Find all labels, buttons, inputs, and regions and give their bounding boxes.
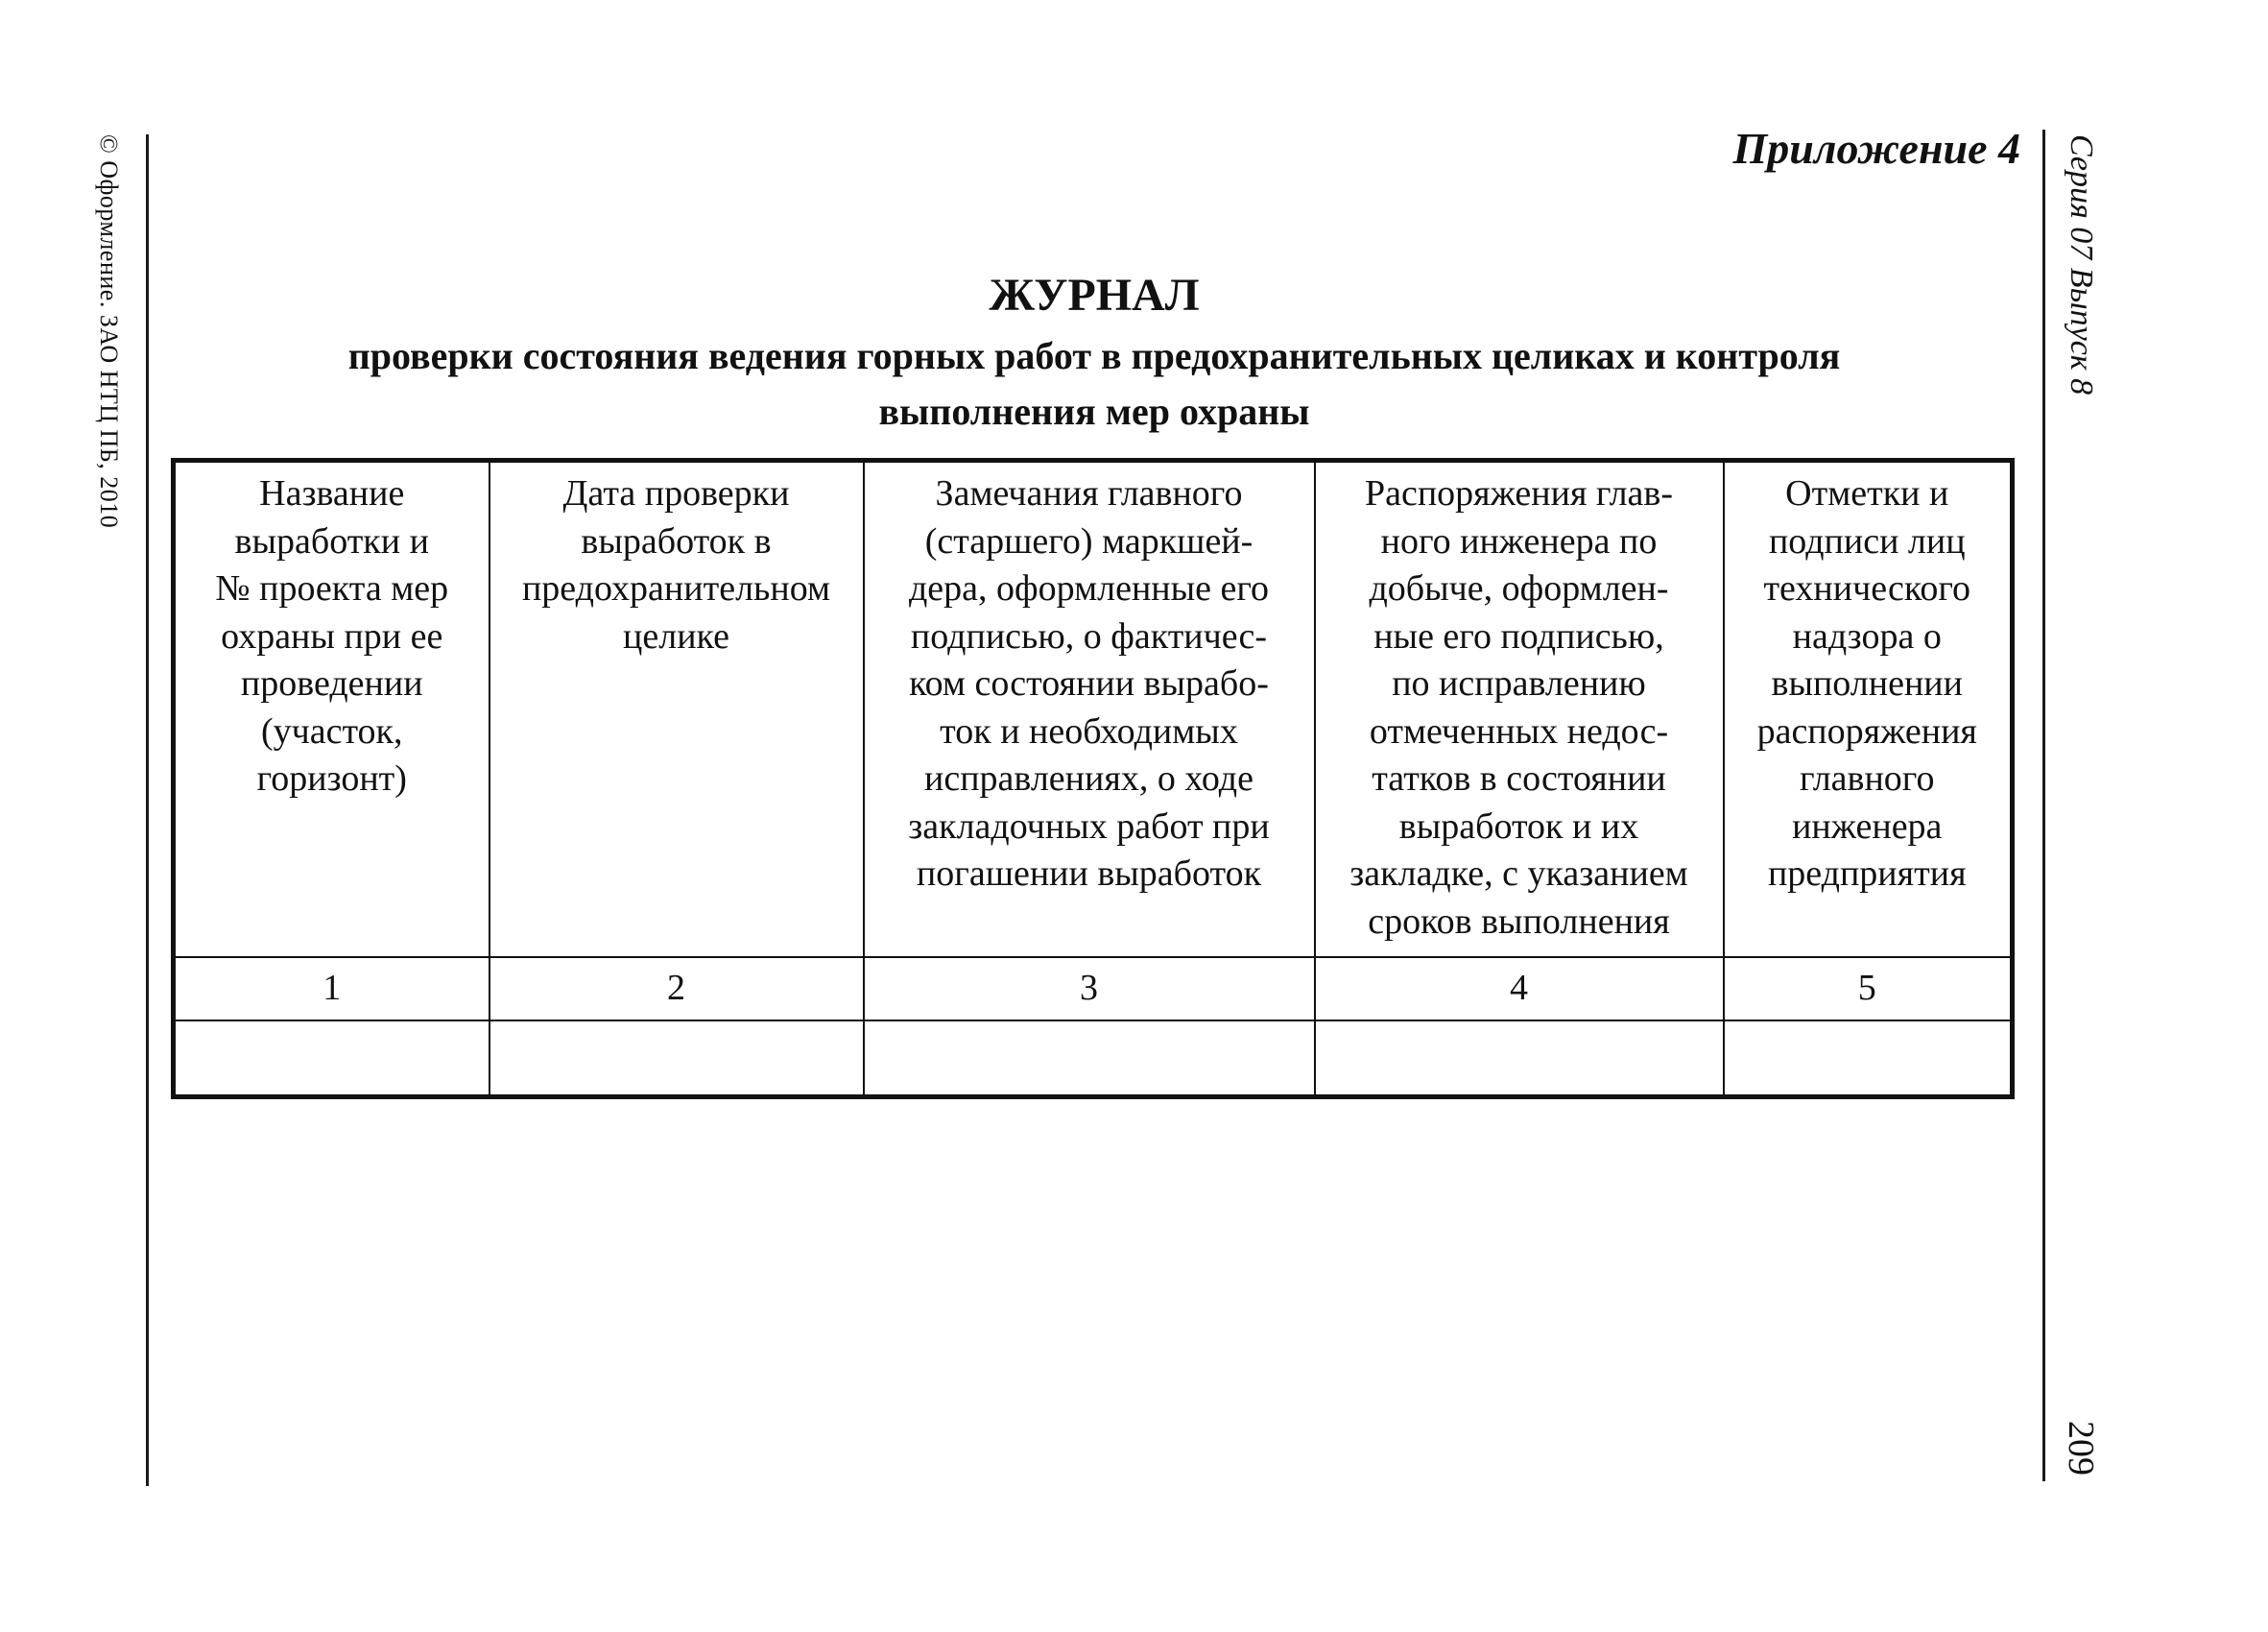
header-line: подписью, о фактичес- <box>910 615 1268 657</box>
subtitle-line: проверки состояния ведения горных работ в предохранительных целиках и контроля <box>347 334 1841 377</box>
table-cell <box>1724 1020 2013 1097</box>
appendix-label: Приложение 4 <box>1732 124 2020 173</box>
header-line: добыче, оформлен- <box>1369 568 1669 609</box>
header-line: Замечания главного <box>935 473 1243 514</box>
header-line: предприятия <box>1767 853 1967 894</box>
header-line: закладке, с указанием <box>1349 853 1688 894</box>
table-header-row <box>174 461 2013 958</box>
table-cell <box>489 1020 864 1097</box>
right-margin-rule <box>2042 130 2045 1481</box>
header-line: погашении выработок <box>916 853 1262 894</box>
header-line: распоряжения <box>1756 710 1977 752</box>
header-line: ток и необходимых <box>940 710 1238 752</box>
subtitle-line: выполнения мер охраны <box>878 390 1310 433</box>
column-number: 4 <box>1315 957 1724 1020</box>
header-line: татков в состоянии <box>1372 758 1666 799</box>
header-line: выполнении <box>1771 663 1963 704</box>
header-line: ные его подписью, <box>1373 615 1664 657</box>
header-line: выработок и их <box>1398 805 1639 847</box>
header-cell-4 <box>1315 461 1724 958</box>
header-cell-3 <box>864 461 1315 958</box>
journal-table <box>171 458 2015 1099</box>
header-line: выработки и <box>234 520 429 562</box>
column-number: 2 <box>489 957 864 1020</box>
header-line: исправлениях, о ходе <box>924 758 1253 799</box>
journal-subtitle <box>230 328 1958 440</box>
header-line: технического <box>1763 568 1971 609</box>
header-line: Дата проверки <box>562 473 790 514</box>
header-line: дера, оформленные его <box>908 568 1270 609</box>
copyright-note: © Оформление. ЗАО НТЦ ПБ, 2010 <box>95 134 123 529</box>
column-number: 5 <box>1724 957 2013 1020</box>
header-line: Отметки и <box>1785 473 1949 514</box>
table-cell <box>864 1020 1315 1097</box>
header-cell-5 <box>1724 461 2013 958</box>
table-cell <box>1315 1020 1724 1097</box>
header-line: выработок в <box>581 520 772 562</box>
header-line: предохранительном <box>521 568 831 609</box>
table-cell <box>174 1020 489 1097</box>
series-note: Серия 07 Выпуск 8 <box>2064 134 2099 396</box>
table-row <box>174 1020 2013 1097</box>
header-line: охраны при ее <box>221 615 443 657</box>
header-line: ком состоянии вырабо- <box>909 663 1269 704</box>
header-line: (участок, <box>260 710 403 752</box>
column-number: 1 <box>174 957 489 1020</box>
header-line: по исправлению <box>1392 663 1646 704</box>
header-line: подписи лиц <box>1768 520 1966 562</box>
page-number: 209 <box>2061 1421 2101 1476</box>
header-line: закладочных работ при <box>908 805 1270 847</box>
header-cell-1 <box>174 461 489 958</box>
column-number: 3 <box>864 957 1315 1020</box>
journal-title: ЖУРНАЛ <box>989 270 1200 321</box>
header-line: сроков выполнения <box>1368 900 1670 942</box>
header-line: Распоряжения глав- <box>1364 473 1674 514</box>
header-line: инженера <box>1792 805 1943 847</box>
header-line: Название <box>259 473 405 514</box>
left-margin-rule <box>146 134 149 1486</box>
header-cell-2 <box>489 461 864 958</box>
header-line: главного <box>1800 758 1935 799</box>
header-line: ного инженера по <box>1380 520 1658 562</box>
header-line: горизонт) <box>256 758 407 799</box>
header-line: отмеченных недос- <box>1369 710 1669 752</box>
column-number-row <box>174 957 2013 1020</box>
header-line: (старшего) маркшей- <box>924 520 1253 562</box>
header-line: целике <box>623 615 729 657</box>
header-line: проведении <box>240 663 423 704</box>
header-line: надзора о <box>1792 615 1942 657</box>
header-line: № проекта мер <box>215 568 449 609</box>
